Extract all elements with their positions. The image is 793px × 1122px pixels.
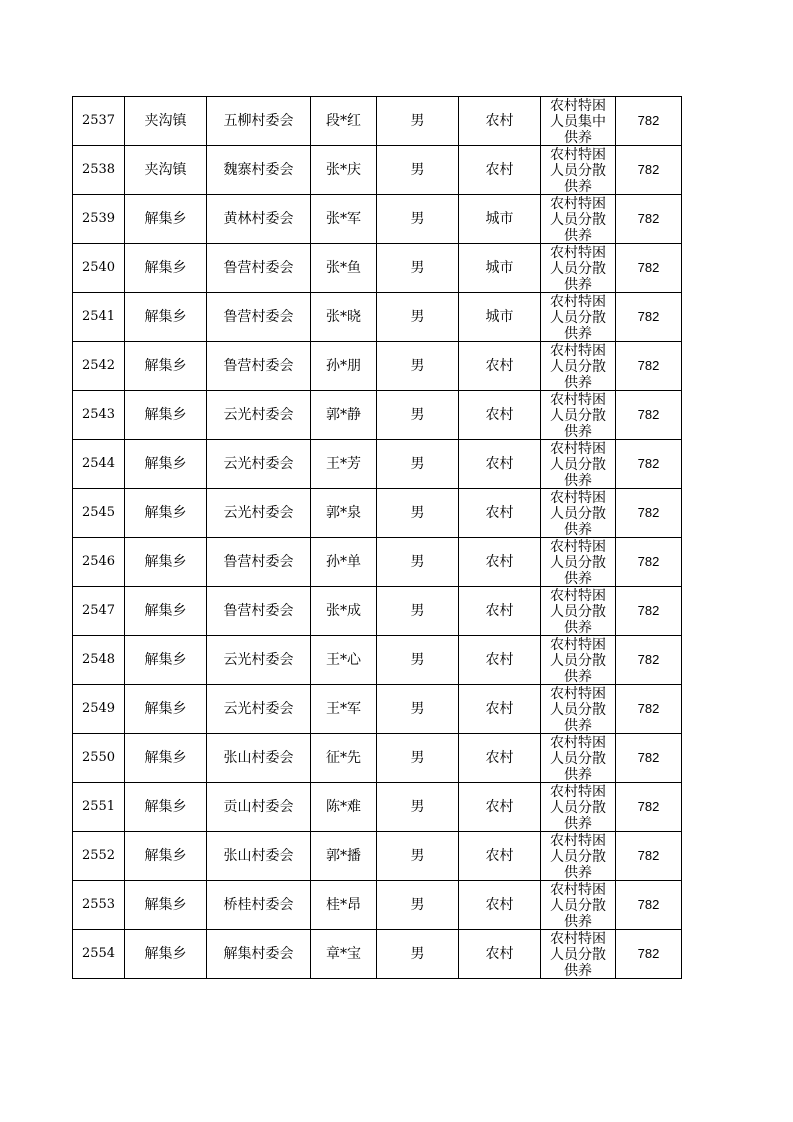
area-type-cell: 农村 [459, 685, 541, 734]
town-cell: 解集乡 [125, 587, 207, 636]
village-cell: 桥桂村委会 [207, 881, 311, 930]
amount-cell: 782 [616, 342, 682, 391]
amount-cell: 782 [616, 783, 682, 832]
table-row [73, 391, 682, 440]
town-cell: 解集乡 [125, 293, 207, 342]
serial-number-cell: 2540 [73, 244, 125, 293]
support-category-cell [541, 489, 616, 538]
area-type-cell: 农村 [459, 783, 541, 832]
support-category-cell [541, 293, 616, 342]
support-category-text: 农村特困人员分散供养 [550, 784, 606, 831]
amount-cell: 782 [616, 293, 682, 342]
town-cell: 解集乡 [125, 881, 207, 930]
amount-cell: 782 [616, 538, 682, 587]
support-category-cell [541, 244, 616, 293]
gender-cell: 男 [377, 734, 459, 783]
gender-cell: 男 [377, 685, 459, 734]
village-cell: 鲁营村委会 [207, 587, 311, 636]
person-name-cell: 章*宝 [311, 930, 377, 979]
amount-cell: 782 [616, 489, 682, 538]
support-category-text: 农村特困人员分散供养 [550, 686, 606, 733]
amount-cell: 782 [616, 930, 682, 979]
person-name-cell: 孙*朋 [311, 342, 377, 391]
town-cell: 解集乡 [125, 636, 207, 685]
support-category-cell [541, 783, 616, 832]
table-row [73, 244, 682, 293]
support-category-text: 农村特困人员分散供养 [550, 343, 606, 390]
gender-cell: 男 [377, 538, 459, 587]
area-type-cell: 农村 [459, 538, 541, 587]
serial-number-cell: 2551 [73, 783, 125, 832]
serial-number-cell: 2538 [73, 146, 125, 195]
serial-number-cell: 2542 [73, 342, 125, 391]
town-cell: 解集乡 [125, 783, 207, 832]
support-category-cell [541, 538, 616, 587]
table-row [73, 783, 682, 832]
person-name-cell: 张*鱼 [311, 244, 377, 293]
support-category-text: 农村特困人员分散供养 [550, 294, 606, 341]
support-category-text: 农村特困人员分散供养 [550, 931, 606, 978]
person-name-cell: 王*军 [311, 685, 377, 734]
person-name-cell: 郭*静 [311, 391, 377, 440]
support-category-text: 农村特困人员分散供养 [550, 637, 606, 684]
person-name-cell: 张*成 [311, 587, 377, 636]
support-category-cell [541, 195, 616, 244]
support-category-text: 农村特困人员分散供养 [550, 441, 606, 488]
village-cell: 魏寨村委会 [207, 146, 311, 195]
serial-number-cell: 2549 [73, 685, 125, 734]
area-type-cell: 农村 [459, 881, 541, 930]
serial-number-cell: 2544 [73, 440, 125, 489]
support-category-text: 农村特困人员分散供养 [550, 539, 606, 586]
table-row [73, 146, 682, 195]
support-category-text: 农村特困人员分散供养 [550, 588, 606, 635]
village-cell: 鲁营村委会 [207, 244, 311, 293]
area-type-cell: 农村 [459, 489, 541, 538]
gender-cell: 男 [377, 440, 459, 489]
town-cell: 解集乡 [125, 489, 207, 538]
town-cell: 解集乡 [125, 440, 207, 489]
support-category-cell [541, 342, 616, 391]
support-category-cell [541, 832, 616, 881]
village-cell: 张山村委会 [207, 734, 311, 783]
serial-number-cell: 2545 [73, 489, 125, 538]
village-cell: 贡山村委会 [207, 783, 311, 832]
area-type-cell: 农村 [459, 930, 541, 979]
amount-cell: 782 [616, 685, 682, 734]
serial-number-cell: 2554 [73, 930, 125, 979]
village-cell: 解集村委会 [207, 930, 311, 979]
records-table [72, 96, 682, 979]
gender-cell: 男 [377, 293, 459, 342]
person-name-cell: 王*心 [311, 636, 377, 685]
person-name-cell: 段*红 [311, 97, 377, 146]
serial-number-cell: 2546 [73, 538, 125, 587]
village-cell: 云光村委会 [207, 440, 311, 489]
support-category-cell [541, 146, 616, 195]
area-type-cell: 农村 [459, 734, 541, 783]
amount-cell: 782 [616, 636, 682, 685]
support-category-cell [541, 881, 616, 930]
support-category-cell [541, 685, 616, 734]
amount-cell: 782 [616, 881, 682, 930]
area-type-cell: 农村 [459, 97, 541, 146]
amount-cell: 782 [616, 391, 682, 440]
person-name-cell: 张*庆 [311, 146, 377, 195]
support-category-text: 农村特困人员分散供养 [550, 490, 606, 537]
town-cell: 解集乡 [125, 538, 207, 587]
village-cell: 鲁营村委会 [207, 538, 311, 587]
support-category-text: 农村特困人员分散供养 [550, 882, 606, 929]
town-cell: 解集乡 [125, 195, 207, 244]
person-name-cell: 王*芳 [311, 440, 377, 489]
gender-cell: 男 [377, 832, 459, 881]
person-name-cell: 郭*播 [311, 832, 377, 881]
area-type-cell: 农村 [459, 342, 541, 391]
gender-cell: 男 [377, 342, 459, 391]
support-category-cell [541, 636, 616, 685]
table-row [73, 489, 682, 538]
area-type-cell: 农村 [459, 440, 541, 489]
gender-cell: 男 [377, 636, 459, 685]
village-cell: 鲁营村委会 [207, 342, 311, 391]
support-category-text: 农村特困人员分散供养 [550, 735, 606, 782]
support-category-text: 农村特困人员分散供养 [550, 245, 606, 292]
town-cell: 解集乡 [125, 930, 207, 979]
support-category-cell [541, 734, 616, 783]
person-name-cell: 征*先 [311, 734, 377, 783]
amount-cell: 782 [616, 440, 682, 489]
support-category-text: 农村特困人员分散供养 [550, 196, 606, 243]
serial-number-cell: 2537 [73, 97, 125, 146]
village-cell: 云光村委会 [207, 636, 311, 685]
support-category-text: 农村特困人员集中供养 [550, 98, 606, 145]
serial-number-cell: 2548 [73, 636, 125, 685]
gender-cell: 男 [377, 587, 459, 636]
serial-number-cell: 2543 [73, 391, 125, 440]
amount-cell: 782 [616, 734, 682, 783]
village-cell: 云光村委会 [207, 489, 311, 538]
serial-number-cell: 2539 [73, 195, 125, 244]
table-row [73, 538, 682, 587]
support-category-cell [541, 97, 616, 146]
person-name-cell: 孙*单 [311, 538, 377, 587]
table-row [73, 930, 682, 979]
village-cell: 云光村委会 [207, 391, 311, 440]
support-category-text: 农村特困人员分散供养 [550, 392, 606, 439]
gender-cell: 男 [377, 391, 459, 440]
support-category-cell [541, 440, 616, 489]
town-cell: 夹沟镇 [125, 146, 207, 195]
amount-cell: 782 [616, 195, 682, 244]
table-row [73, 97, 682, 146]
gender-cell: 男 [377, 930, 459, 979]
amount-cell: 782 [616, 146, 682, 195]
town-cell: 解集乡 [125, 342, 207, 391]
gender-cell: 男 [377, 146, 459, 195]
table-row [73, 734, 682, 783]
person-name-cell: 张*晓 [311, 293, 377, 342]
person-name-cell: 郭*泉 [311, 489, 377, 538]
table-row [73, 342, 682, 391]
town-cell: 解集乡 [125, 685, 207, 734]
town-cell: 夹沟镇 [125, 97, 207, 146]
support-category-text: 农村特困人员分散供养 [550, 833, 606, 880]
town-cell: 解集乡 [125, 734, 207, 783]
village-cell: 黄林村委会 [207, 195, 311, 244]
table-row [73, 881, 682, 930]
area-type-cell: 城市 [459, 293, 541, 342]
area-type-cell: 农村 [459, 391, 541, 440]
person-name-cell: 桂*昂 [311, 881, 377, 930]
serial-number-cell: 2547 [73, 587, 125, 636]
gender-cell: 男 [377, 783, 459, 832]
table-row [73, 685, 682, 734]
village-cell: 张山村委会 [207, 832, 311, 881]
town-cell: 解集乡 [125, 244, 207, 293]
town-cell: 解集乡 [125, 832, 207, 881]
amount-cell: 782 [616, 244, 682, 293]
area-type-cell: 农村 [459, 832, 541, 881]
gender-cell: 男 [377, 881, 459, 930]
village-cell: 鲁营村委会 [207, 293, 311, 342]
records-table-body [73, 97, 682, 979]
area-type-cell: 农村 [459, 636, 541, 685]
area-type-cell: 农村 [459, 587, 541, 636]
table-row [73, 636, 682, 685]
village-cell: 云光村委会 [207, 685, 311, 734]
gender-cell: 男 [377, 195, 459, 244]
support-category-text: 农村特困人员分散供养 [550, 147, 606, 194]
support-category-cell [541, 930, 616, 979]
gender-cell: 男 [377, 489, 459, 538]
amount-cell: 782 [616, 587, 682, 636]
support-category-cell [541, 391, 616, 440]
gender-cell: 男 [377, 244, 459, 293]
village-cell: 五柳村委会 [207, 97, 311, 146]
person-name-cell: 陈*难 [311, 783, 377, 832]
serial-number-cell: 2541 [73, 293, 125, 342]
area-type-cell: 城市 [459, 195, 541, 244]
table-row [73, 195, 682, 244]
serial-number-cell: 2553 [73, 881, 125, 930]
table-row [73, 440, 682, 489]
table-row [73, 293, 682, 342]
serial-number-cell: 2552 [73, 832, 125, 881]
table-row [73, 832, 682, 881]
table-row [73, 587, 682, 636]
gender-cell: 男 [377, 97, 459, 146]
amount-cell: 782 [616, 97, 682, 146]
serial-number-cell: 2550 [73, 734, 125, 783]
person-name-cell: 张*军 [311, 195, 377, 244]
area-type-cell: 农村 [459, 146, 541, 195]
amount-cell: 782 [616, 832, 682, 881]
town-cell: 解集乡 [125, 391, 207, 440]
area-type-cell: 城市 [459, 244, 541, 293]
support-category-cell [541, 587, 616, 636]
